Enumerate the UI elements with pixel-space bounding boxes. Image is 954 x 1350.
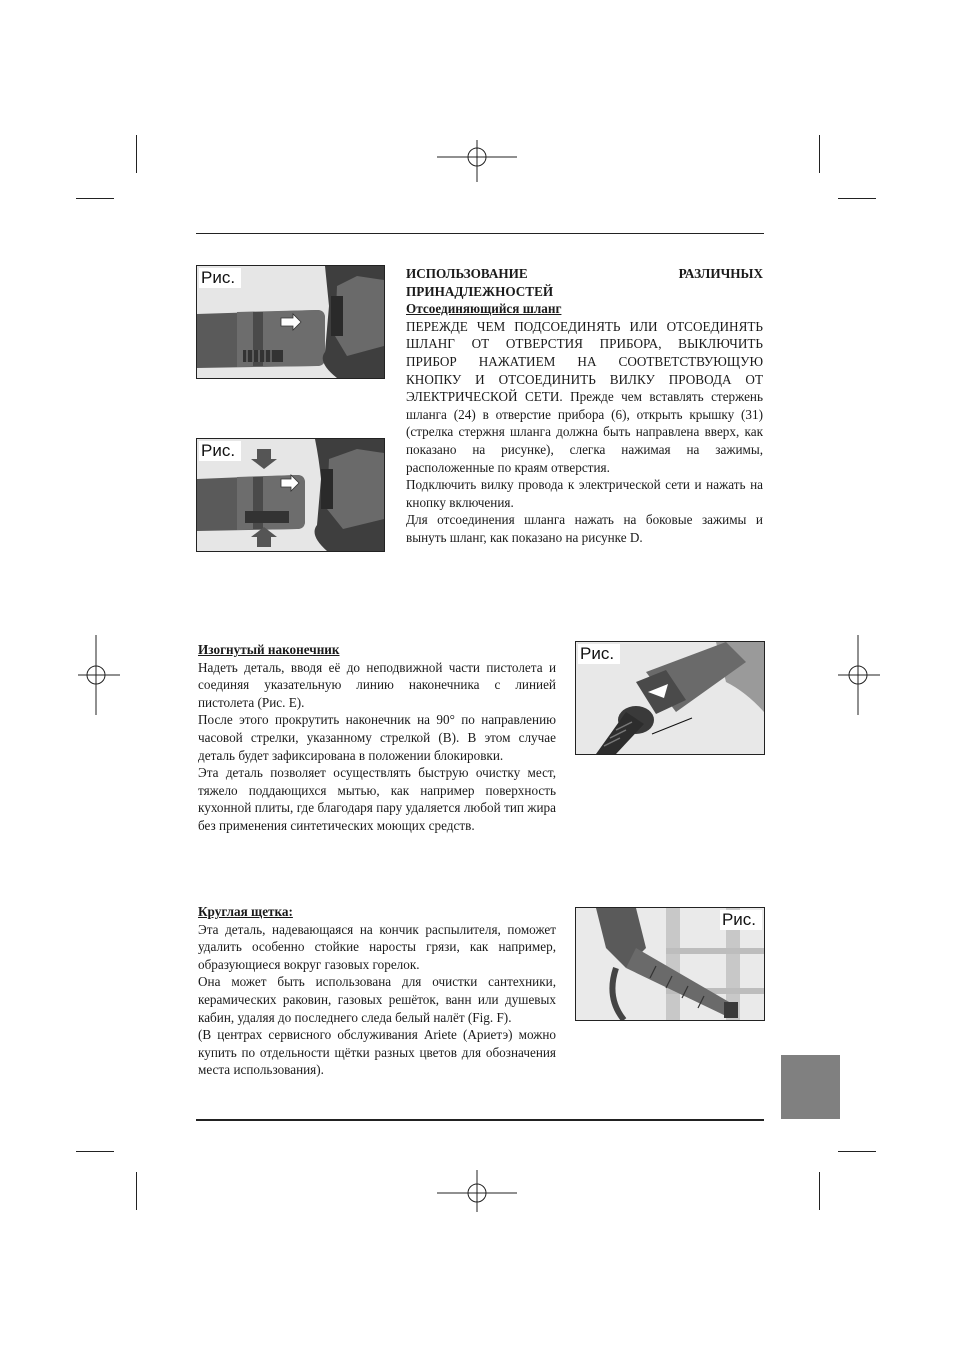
paragraph: Эта деталь, надевающаяся на кончик распылителя, поможет удалить особенно стойкие наросты грязи, как например, образующиеся вокруг газовых горелок. [198,921,556,972]
crop-mark [136,1172,137,1210]
paragraph: Эта деталь позволяет осуществлять быструю очистку мест, тяжело поддающихся мытью, как например поверхность кухонной плиты, где благодаря пару удаляется любой тип жира без применения синтетических моющих средств. [198,765,556,833]
figure-label: Рис. [199,268,241,288]
section-title-left: ИСПОЛЬЗОВАНИЕ [406,266,528,281]
figure-hose-release [196,438,385,552]
section-curved-nozzle [198,641,556,835]
registration-mark-right [838,635,880,715]
registration-mark-top [437,140,517,182]
paragraph: ПЕРЕЖДЕ ЧЕМ ПОДСОЕДИНЯТЬ ИЛИ ОТСОЕДИНЯТЬ ШЛАНГ ОТ ОТВЕРСТИЯ ПРИБОРА, ВЫКЛЮЧИТЬ ПРИБОР НАЖАТИЕМ НА СООТВЕТСТВУЮЩУЮ КНОПКУ И ОТСОЕДИНИТЬ ВИЛКУ ПРОВОДА ОТ ЭЛЕКТРИЧЕСКОЙ СЕТИ. Прежде чем вставлять стержень шланга (24) в отверстие прибора (6), открыть крышку (31) (стрелка стержня шланга должна быть направлена вверх, как показано на рисунке), слегка нажимая на зажимы, расположенные по краям отверстия. [406,318,763,475]
crop-mark [838,1151,876,1152]
figure-round-brush [575,907,765,1021]
figure-label: Рис. [720,910,762,930]
bottom-rule [196,1119,764,1121]
paragraph: После этого прокрутить наконечник на 90° по направлению часовой стрелки, указанному стрелкой (B). В этом случае деталь будет зафиксирована в положении блокировки. [198,712,556,763]
side-tab [781,1055,840,1119]
section-round-brush [198,903,556,1079]
registration-mark-left [78,635,120,715]
crop-mark [819,1172,820,1210]
section-title [406,265,763,283]
paragraph: Подключить вилку провода к электрической сети и нажать на кнопку включения. [406,477,763,510]
subtitle-detachable-hose: Отсоединяющийся шланг [406,301,562,317]
paragraph: Надеть деталь, вводя её до неподвижной части пистолета и соединяя указательную линию наконечника с линией пистолета (Рис. E). [198,659,556,710]
figure-label: Рис. [199,441,241,461]
section-accessories [406,265,763,547]
figure-curved-nozzle [575,641,765,755]
subtitle-curved-nozzle: Изогнутый наконечник [198,642,340,657]
crop-mark [136,135,137,173]
figure-label: Рис. [578,644,620,664]
registration-mark-bottom [437,1170,517,1212]
section-title-right: РАЗЛИЧНЫХ [678,266,763,281]
subtitle-round-brush: Круглая щетка: [198,904,293,919]
top-rule [196,233,764,234]
figure-hose-connection [196,265,385,379]
paragraph: (В центрах сервисного обслуживания Ariete (Ариетэ) можно купить по отдельности щётки разных цветов для обозначения места использования). [198,1027,556,1078]
section-title-line2: ПРИНАДЛЕЖНОСТЕЙ [406,283,554,299]
crop-mark [76,1151,114,1152]
crop-mark [838,198,876,199]
crop-mark [76,198,114,199]
paragraph: Для отсоединения шланга нажать на боковые зажимы и вынуть шланг, как показано на рисунке D. [406,512,763,545]
crop-mark [819,135,820,173]
paragraph: Она может быть использована для очистки сантехники, керамических раковин, газовых решёток, ванн или душевых кабин, удаляя до последнего следа белый налёт (Fig. F). [198,974,556,1025]
